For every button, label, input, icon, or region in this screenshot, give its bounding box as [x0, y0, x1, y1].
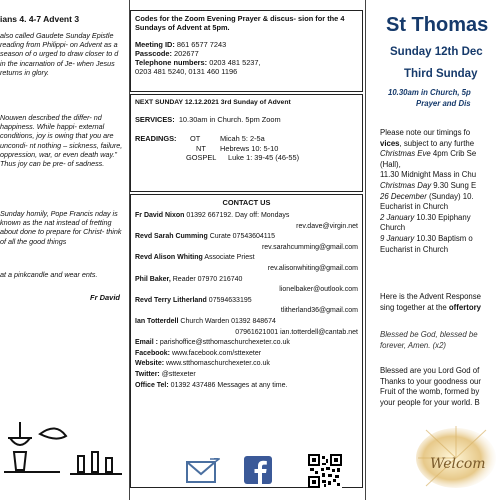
contact-email-link[interactable]: rev.alisonwhiting@gmail.com [267, 264, 358, 272]
schedule-line [380, 213, 500, 224]
qr-code-icon[interactable] [308, 454, 342, 488]
website-link[interactable]: www.stthomaschurchexeter.co.uk [166, 360, 270, 368]
left-column [0, 0, 128, 500]
signature: Fr David [89, 293, 120, 302]
schedule-text: Church [380, 223, 406, 233]
contact-detail: 07594633195 [208, 296, 252, 304]
contact-icons-row [130, 454, 363, 490]
reading-book: NT [196, 143, 206, 153]
left-paragraph-4: at a pinkcandle and wear ents. [0, 270, 98, 279]
phone-value-1: 0203 481 5237, [209, 58, 261, 67]
contact-name: Ian Totterdell [135, 317, 179, 325]
contact-whiting [135, 253, 358, 264]
contact-name: Revd Terry Litherland [135, 296, 207, 304]
parish-email-link[interactable]: parishoffice@stthomaschurchexeter.co.uk [159, 339, 290, 347]
readings-label: READINGS: [135, 134, 177, 143]
meeting-id-label: Meeting ID: [135, 40, 175, 49]
reading-gospel [186, 153, 299, 163]
contact-email-link[interactable]: tlitherland36@gmail.com [280, 307, 358, 315]
response-intro-line-1: Here is the Advent Response [380, 292, 481, 301]
services-row [135, 115, 358, 124]
schedule-text: 11.30 Midnight Mass in Chu [380, 170, 477, 180]
schedule-text: (Sunday) 10. [426, 191, 474, 201]
next-sunday-heading: NEXT SUNDAY 12.12.2021 3rd Sunday of Advent [135, 99, 291, 106]
service-date: Sunday 12th Dec [390, 46, 483, 58]
readings-block [135, 134, 358, 163]
phone-label: Telephone numbers: [135, 58, 208, 67]
facebook-link[interactable]: www.facebook.com/sttexeter [171, 349, 262, 357]
reading-ref: Micah 5: 2-5a [220, 134, 265, 143]
schedule-line [380, 160, 500, 171]
email-label: Email : [135, 339, 158, 347]
schedule-date: 26 December [380, 191, 427, 201]
reading-book: GOSPEL [186, 153, 217, 162]
schedule-line [380, 234, 500, 245]
schedule-date: Christmas Day [380, 180, 432, 190]
schedule-text: 10.30 Epiphany [414, 212, 471, 222]
response-intro [380, 292, 481, 313]
contact-box [130, 194, 363, 488]
contact-baker [135, 275, 358, 286]
contact-name: Revd Alison Whiting [135, 254, 203, 262]
twitter-row [135, 370, 358, 381]
phone-row [135, 58, 358, 67]
contact-detail: 01392 667192. Day off: Mondays [186, 212, 290, 219]
reading-nt [190, 144, 299, 154]
passcode-row [135, 49, 358, 58]
contact-nixon [135, 211, 358, 222]
website-row [135, 359, 358, 370]
schedule-line [380, 192, 500, 203]
office-label: Office Tel: [135, 381, 169, 389]
offertory-word: offertory [448, 302, 481, 312]
contact-cumming [135, 232, 358, 243]
meeting-id-value: 861 6577 7243 [176, 40, 227, 49]
phone-value-2: 0203 481 5240, 0131 460 1196 [135, 67, 238, 76]
contact-detail: Church Warden 01392 848674 [180, 317, 276, 325]
welcome-text: Welcom [430, 456, 486, 472]
blessed-line-2: forever, Amen. (x2) [380, 340, 447, 350]
meeting-id-row [135, 40, 358, 49]
services-value: 10.30am in Church. 5pm Zoom [178, 115, 281, 124]
contact-totterdell [135, 317, 358, 328]
contact-email-link[interactable]: rev.sarahcumming@gmail.com [261, 243, 358, 251]
contact-email-link[interactable]: lionelbaker@outlook.com [279, 286, 358, 294]
reading-ot [190, 134, 299, 144]
next-sunday-box [130, 94, 363, 192]
schedule-date: 2 January [380, 212, 415, 222]
contact-detail: Curate 07543604115 [209, 233, 275, 241]
verse-line: Thanks to your goodness our [380, 376, 481, 386]
schedule-text: 10.30 Baptism o [414, 233, 473, 243]
reading-ref: Luke 1: 39-45 (46-55) [228, 153, 300, 162]
advent-verse [380, 366, 481, 408]
response-intro-line-2 [380, 303, 481, 314]
column-divider-right [365, 0, 366, 500]
office-row [135, 381, 358, 392]
facebook-icon[interactable] [244, 456, 272, 484]
services-word: vices [380, 138, 400, 148]
schedule-text: Eucharist in Church [380, 244, 449, 254]
blessed-line-1: Blessed be God, blessed be [380, 330, 478, 339]
services-label: SERVICES: [135, 115, 175, 124]
contact-name: Fr David Nixon [135, 212, 185, 219]
schedule-text: Eucharist in Church [380, 202, 449, 212]
contact-title: CONTACT US [222, 198, 271, 207]
schedule-text: (Hall), [380, 159, 401, 169]
facebook-row [135, 349, 358, 360]
facebook-label: Facebook: [135, 349, 171, 357]
twitter-link[interactable]: @sttexeter [161, 370, 196, 378]
contact-detail: Reader 07970 216740 [172, 275, 243, 283]
contact-name: Revd Sarah Cumming [135, 233, 208, 241]
office-value: 01392 437486 Messages at any time. [170, 381, 288, 389]
schedule-date: Christmas Eve [380, 149, 431, 159]
reading-book: OT [190, 134, 201, 143]
timings-note-2 [380, 139, 500, 150]
schedule-line [380, 149, 500, 160]
left-paragraph-2: Nouwen described the differ- nd happiness. While happi- external conditions, joy is owing that you are uncondi- nt nothing – sickness, failure, oppression, war, or even death way.” Thus joy can be pre- of sadness. [0, 113, 123, 169]
schedule-line [380, 202, 500, 213]
contact-email-link[interactable]: rev.dave@virgin.net [296, 222, 358, 230]
verse-line: Fruit of the womb, formed by [380, 387, 480, 397]
church-title: St Thomas [386, 14, 489, 36]
schedule-line [380, 181, 500, 192]
twitter-label: Twitter: [135, 370, 160, 378]
passcode-label: Passcode: [135, 49, 172, 58]
blessed-response [380, 330, 478, 351]
advent-candles-illustration [0, 412, 128, 500]
schedule-text: 4pm Crib Se [430, 149, 477, 159]
contact-detail: Associate Priest [204, 254, 255, 262]
schedule-text: 9.30 Sung E [431, 180, 477, 190]
welcome-banner [416, 426, 500, 490]
reading-ref: Hebrews 10: 5-10 [220, 143, 279, 153]
envelope-icon[interactable] [186, 458, 220, 484]
website-label: Website: [135, 360, 165, 368]
times-line-1: 10.30am in Church, 5p [388, 88, 471, 97]
schedule-line [380, 223, 500, 234]
contact-litherland [135, 296, 358, 307]
timings-note-1: Please note our timings fo [380, 128, 471, 137]
passcode-value: 202677 [174, 49, 199, 58]
contact-name: Phil Baker, [135, 275, 171, 283]
left-paragraph-3: Sunday homily, Pope Francis nday is known as the nat instead of fretting about done to prepare for Christ- think of all the good things [0, 209, 122, 246]
zoom-title: Codes for the Zoom Evening Prayer & discus- sion for the 4 Sundays of Advent at 5pm. [135, 14, 345, 32]
schedule-date: 9 January [380, 233, 415, 243]
response-intro-text: sing together at the [380, 302, 449, 312]
schedule-line [380, 170, 500, 181]
readings-list [186, 134, 300, 163]
verse-line: your people for your world. B [380, 397, 480, 407]
verse-line: Blessed are you Lord God of [380, 366, 480, 375]
left-heading: ians 4. 4-7 Advent 3 [0, 14, 80, 24]
right-column [368, 0, 500, 500]
email-row [135, 338, 358, 349]
contact-email-link[interactable]: 07961621001 ian.totterdell@cantab.net [235, 328, 358, 336]
timings-note-rest: , subject to any furthe [399, 138, 475, 148]
times-line-2: Prayer and Dis [416, 99, 471, 108]
timings-block [380, 128, 500, 255]
left-paragraph-1: also called Gaudete Sunday Epistle reading from Philippi- on Advent as a season of o urged to draw closer to d in the incarnation of Je- when Jesus returns in glory. [0, 31, 119, 77]
zoom-codes-box [130, 10, 363, 92]
schedule-line [380, 245, 500, 256]
middle-column [130, 0, 364, 500]
sunday-subtitle: Third Sunday [404, 68, 478, 80]
